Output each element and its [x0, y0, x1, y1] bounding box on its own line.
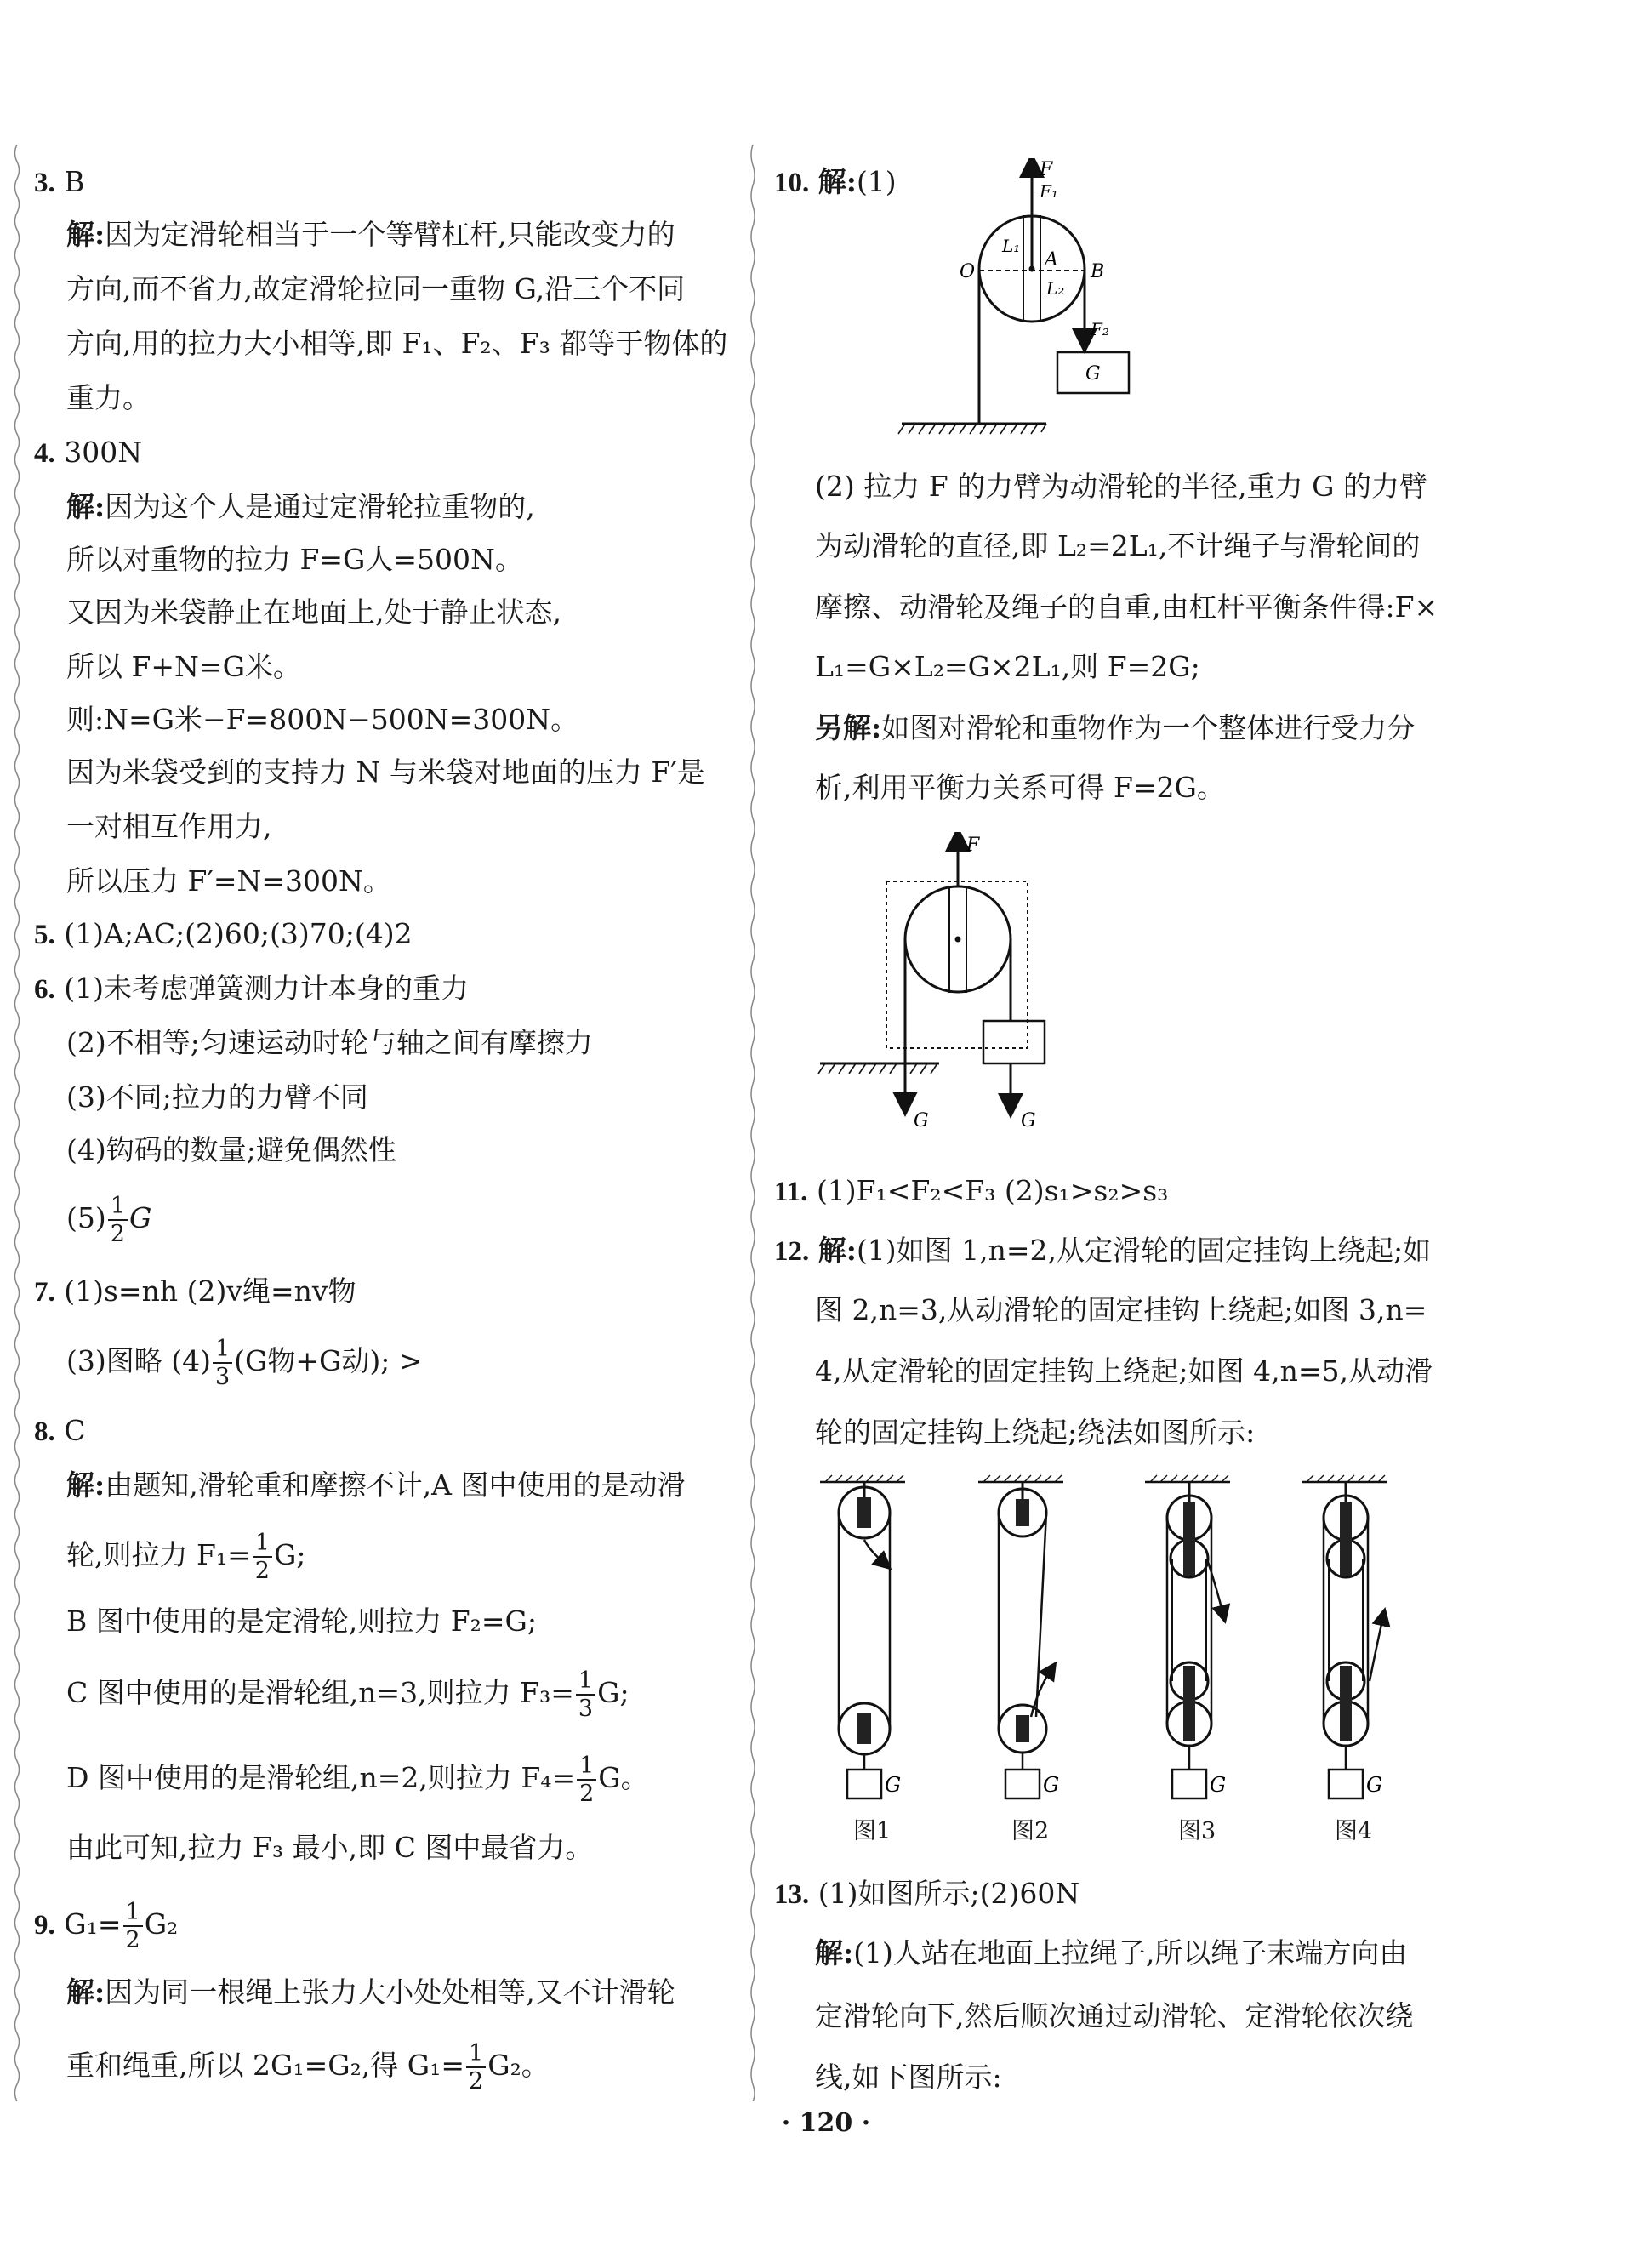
frac-numerator: 1 — [576, 1669, 595, 1696]
q11-answer-line — [774, 1174, 1168, 1210]
label-G: G — [1085, 363, 1101, 385]
q4-line-3: 又因为米袋静止在地面上,处于静止状态, — [66, 596, 561, 629]
frac-denominator: 3 — [578, 1696, 594, 1722]
page-number: · 120 · — [781, 2108, 871, 2138]
q10-solution-label: 解: — [817, 165, 857, 198]
q11-answer: (1)F₁<F₂<F₃ (2)s₁>s₂>s₃ — [816, 1174, 1169, 1207]
q10-line-3: 摩擦、动滑轮及绳子的自重,由杠杆平衡条件得:F× — [815, 590, 1438, 624]
q8-text-4a: C 图中使用的是滑轮组,n=3,则拉力 F₃= — [66, 1676, 574, 1709]
ground-hatching — [898, 424, 1046, 434]
q13-text-1: (1)人站在地面上拉绳子,所以绳子末端方向由 — [853, 1936, 1408, 1969]
q8-line-1 — [66, 1468, 686, 1502]
q5-number: 5. — [34, 920, 55, 950]
q4-number: 4. — [34, 438, 55, 469]
q6-line-5 — [66, 1194, 151, 1246]
q6-line-1 — [34, 972, 469, 1007]
q12-line-3: 4,从定滑轮的固定挂钩上绕起;如图 4,n=5,从动滑 — [815, 1354, 1433, 1388]
q12-number: 12. — [774, 1236, 810, 1267]
q5-answer-line — [34, 917, 413, 953]
q7-number: 7. — [34, 1277, 55, 1308]
q8-text-1: 由题知,滑轮重和摩擦不计,A 图中使用的是动滑 — [105, 1468, 686, 1502]
q6-text-1: (1)未考虑弹簧测力计本身的重力 — [64, 972, 469, 1005]
q7-line-2 — [66, 1337, 423, 1388]
q6-line-3: (3)不同;拉力的力臂不同 — [66, 1080, 368, 1114]
q6-number: 6. — [34, 974, 55, 1005]
fraction-one-half — [108, 1194, 128, 1246]
q8-solution-label: 解: — [66, 1468, 105, 1502]
q11-number: 11. — [774, 1177, 808, 1207]
symbol-G2: G₂ — [144, 1907, 179, 1941]
q13-answer-line — [774, 1877, 1079, 1912]
q4-answer-line — [34, 436, 142, 471]
q8-line-6: 由此可知,拉力 F₃ 最小,即 C 图中最省力。 — [66, 1831, 594, 1864]
q3-text-1: 因为定滑轮相当于一个等臂杠杆,只能改变力的 — [105, 218, 675, 251]
q13-line-3: 线,如下图所示: — [815, 2061, 1002, 2094]
frac-denominator: 2 — [125, 1927, 140, 1953]
q9-line-2 — [66, 1975, 675, 2009]
q9-text-3b: G₂。 — [487, 2049, 550, 2082]
symbol-G-semicolon: G; — [273, 1538, 306, 1571]
fig12-label-G4: G — [1366, 1773, 1383, 1797]
left-margin-decoration — [12, 145, 22, 2101]
fraction-one-half — [466, 2042, 486, 2093]
q3-line-3: 方向,用的拉力大小相等,即 F₁、F₂、F₃ 都等于物体的 — [66, 327, 728, 360]
label-F2: F₂ — [1091, 319, 1109, 339]
q3-answer-line — [34, 165, 85, 201]
q4-line-5: 则:N=G米−F=800N−500N=300N。 — [66, 703, 579, 736]
q12-line-1 — [774, 1234, 1431, 1269]
frac-numerator: 1 — [123, 1901, 143, 1927]
q10-line-6: 析,利用平衡力关系可得 F=2G。 — [815, 771, 1225, 804]
fig12-label-G1: G — [885, 1773, 902, 1797]
q8-text-5a: D 图中使用的是滑轮组,n=2,则拉力 F₄= — [66, 1761, 576, 1794]
label-G-left: G — [914, 1110, 929, 1132]
fraction-one-third — [576, 1669, 595, 1720]
q8-line-2 — [66, 1531, 305, 1582]
q6-part5-label: (5) — [66, 1201, 106, 1234]
q3-line-4: 重力。 — [66, 381, 151, 414]
label-O: O — [960, 261, 976, 282]
q12-line-2: 图 2,n=3,从动滑轮的固定挂钩上绕起;如图 3,n= — [815, 1293, 1427, 1326]
q9-number: 9. — [34, 1910, 55, 1941]
q10-pulley-lever-diagram — [893, 158, 1174, 439]
fig12-caption-3: 图3 — [1178, 1818, 1216, 1844]
symbol-G: G — [128, 1201, 152, 1234]
q8-number: 8. — [34, 1417, 55, 1447]
symbol-G-end: G。 — [598, 1761, 649, 1794]
q13-line-1 — [815, 1936, 1407, 1970]
q7-line-1 — [34, 1274, 356, 1310]
q6-line-4: (4)钩码的数量;避免偶然性 — [66, 1133, 396, 1166]
frac-denominator: 2 — [254, 1558, 270, 1584]
q13-answer: (1)如图所示;(2)60N — [817, 1877, 1080, 1910]
q5-answer: (1)A;AC;(2)60;(3)70;(4)2 — [64, 917, 413, 950]
fig12-label-G2: G — [1043, 1773, 1060, 1797]
q3-answer: B — [64, 165, 85, 198]
frac-denominator: 2 — [579, 1781, 595, 1807]
q4-line-1 — [66, 490, 535, 524]
fig12-caption-4: 图4 — [1335, 1818, 1373, 1844]
fraction-one-half — [577, 1754, 596, 1805]
fraction-one-half — [123, 1901, 143, 1952]
q4-line-6: 因为米袋受到的支持力 N 与米袋对地面的压力 F′是 — [66, 755, 705, 789]
q12-solution-label: 解: — [817, 1234, 857, 1267]
fraction-one-third — [213, 1337, 232, 1388]
column-divider — [749, 145, 757, 2101]
frac-numerator: 1 — [466, 2042, 486, 2068]
q4-line-4: 所以 F+N=G米。 — [66, 650, 301, 683]
q4-line-7: 一对相互作用力, — [66, 810, 272, 843]
q3-solution-label: 解: — [66, 218, 105, 251]
q8-line-5 — [66, 1754, 649, 1805]
q4-line-8: 所以压力 F′=N=300N。 — [66, 864, 391, 898]
frac-numerator: 1 — [213, 1337, 232, 1364]
q12-pulley-systems-figure — [808, 1468, 1404, 1826]
q7-text-2a: (3)图略 (4) — [66, 1344, 211, 1377]
q12-text-1: (1)如图 1,n=2,从定滑轮的固定挂钩上绕起;如 — [856, 1234, 1432, 1267]
pulley-system-4 — [1302, 1475, 1387, 1798]
label-L2: L₂ — [1046, 278, 1065, 299]
label-F: F — [966, 835, 980, 856]
label-F: F — [1040, 159, 1053, 180]
frac-numerator: 1 — [253, 1531, 272, 1558]
q10-number: 10. — [774, 168, 810, 198]
frac-denominator: 2 — [110, 1221, 125, 1247]
ground-hatching — [818, 1063, 937, 1074]
q10-part1: (1) — [856, 165, 897, 198]
q13-number: 13. — [774, 1879, 810, 1910]
q13-solution-label: 解: — [815, 1936, 854, 1969]
q12-line-4: 轮的固定挂钩上绕起;绕法如图所示: — [815, 1416, 1256, 1449]
q13-line-2: 定滑轮向下,然后顺次通过动滑轮、定滑轮依次绕 — [815, 1999, 1414, 2032]
frac-numerator: 1 — [108, 1194, 128, 1221]
weight-block — [983, 1021, 1045, 1063]
pulley-system-3 — [1145, 1475, 1230, 1798]
q10-header — [774, 165, 897, 201]
q9-solution-label: 解: — [66, 1975, 105, 2009]
pulley-system-1 — [820, 1475, 905, 1798]
q4-answer: 300N — [64, 436, 143, 469]
q6-line-2: (2)不相等;匀速运动时轮与轴之间有摩擦力 — [66, 1026, 593, 1059]
q3-line-2: 方向,而不省力,故定滑轮拉同一重物 G,沿三个不同 — [66, 272, 686, 305]
q10-line-4: L₁=G×L₂=G×2L₁,则 F=2G; — [815, 650, 1200, 683]
frac-numerator: 1 — [577, 1754, 596, 1781]
q4-line-2: 所以对重物的拉力 F=G人=500N。 — [66, 543, 523, 576]
q10-alt-label: 另解: — [815, 711, 882, 744]
fraction-one-half — [253, 1531, 272, 1582]
q10-alt-system-diagram — [817, 832, 1063, 1140]
label-B: B — [1091, 261, 1105, 282]
label-F1: F₁ — [1040, 181, 1058, 202]
q8-line-4 — [66, 1669, 629, 1720]
q4-text-1: 因为这个人是通过定滑轮拉重物的, — [105, 490, 535, 523]
q8-answer: C — [64, 1414, 86, 1447]
fig12-caption-2: 图2 — [1011, 1818, 1050, 1844]
fig12-caption-1: 图1 — [853, 1818, 892, 1844]
q7-text-2b: (G物+G动); > — [234, 1344, 423, 1377]
q8-answer-line — [34, 1414, 86, 1450]
q9-text-1a: G₁= — [64, 1907, 122, 1941]
q7-text-1: (1)s=nh (2)v绳=nv物 — [64, 1274, 356, 1308]
pulley-center-dot — [955, 937, 961, 943]
q9-answer-line — [34, 1901, 178, 1952]
q10-line-5 — [815, 711, 1415, 745]
symbol-G-semicolon: G; — [597, 1676, 629, 1709]
q3-line-1 — [66, 218, 675, 252]
system-dashed-box — [886, 881, 1028, 1048]
q9-text-2: 因为同一根绳上张力大小处处相等,又不计滑轮 — [105, 1975, 675, 2009]
q3-number: 3. — [34, 168, 55, 198]
q9-text-3a: 重和绳重,所以 2G₁=G₂,得 G₁= — [66, 2049, 465, 2082]
q10-text-5: 如图对滑轮和重物作为一个整体进行受力分 — [881, 711, 1416, 744]
label-L1: L₁ — [1002, 236, 1021, 256]
frac-denominator: 3 — [214, 1364, 231, 1390]
pulley-system-2 — [978, 1475, 1063, 1798]
q9-line-3 — [66, 2042, 550, 2093]
q8-text-2a: 轮,则拉力 F₁= — [66, 1538, 251, 1571]
q4-solution-label: 解: — [66, 490, 105, 523]
fig12-label-G3: G — [1210, 1773, 1227, 1797]
frac-denominator: 2 — [469, 2068, 484, 2095]
label-A: A — [1045, 249, 1058, 271]
q8-line-3: B 图中使用的是定滑轮,则拉力 F₂=G; — [66, 1605, 537, 1638]
q10-line-1: (2) 拉力 F 的力臂为动滑轮的半径,重力 G 的力臂 — [815, 470, 1427, 503]
q10-line-2: 为动滑轮的直径,即 L₂=2L₁,不计绳子与滑轮间的 — [815, 529, 1421, 562]
label-G-right: G — [1021, 1110, 1036, 1132]
